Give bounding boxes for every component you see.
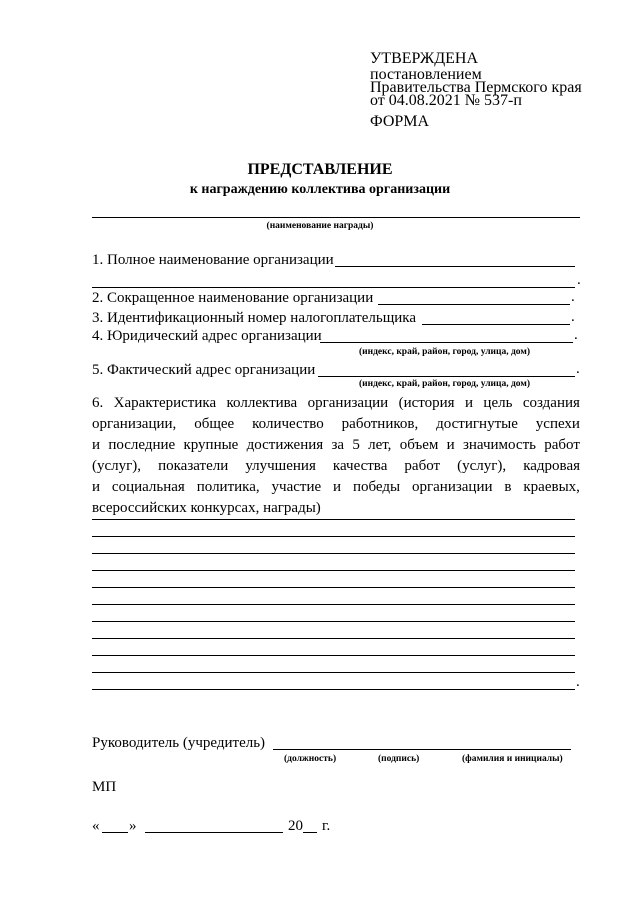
document-title: ПРЕДСТАВЛЕНИЕ [247, 161, 393, 178]
approved-heading: УТВЕРЖДЕНА [370, 50, 479, 67]
date-close-quote: » [129, 818, 137, 834]
government-line: Правительства Пермского края [370, 79, 582, 96]
approved-by-line: постановлением [370, 66, 482, 83]
field-inn-period: . [571, 309, 575, 325]
signature-label: Руководитель (учредитель) [92, 735, 266, 751]
characteristics-blank-line[interactable] [92, 570, 575, 571]
characteristics-blank-line[interactable] [92, 689, 575, 690]
characteristics-line-4: (услуг), показатели улучшения качества работ (услуг), кадровая [92, 458, 580, 474]
field-legal-address-line[interactable] [320, 342, 573, 343]
date-month-line[interactable] [145, 832, 283, 833]
date-year-suffix: г. [322, 818, 331, 834]
field-actual-address-caption: (индекс, край, район, город, улица, дом) [359, 379, 530, 389]
field-legal-address-period: . [574, 327, 578, 343]
field-characteristics-label [92, 393, 580, 519]
signature-name-caption: (фамилия и инициалы) [462, 754, 563, 764]
date-year-line[interactable] [303, 832, 317, 833]
field-actual-address-period: . [576, 361, 580, 377]
date-year-prefix: 20 [288, 818, 303, 834]
characteristics-blank-line[interactable] [92, 655, 575, 656]
decree-date-line: от 04.08.2021 № 537-п [370, 92, 522, 109]
stamp-label: МП [92, 779, 117, 795]
field-full-name-line-2[interactable] [92, 287, 575, 288]
characteristics-blank-line[interactable] [92, 638, 575, 639]
characteristics-blank-line[interactable] [92, 536, 575, 537]
award-name-caption: (наименование награды) [266, 221, 374, 231]
field-short-name-period: . [571, 289, 575, 305]
characteristics-blank-line[interactable] [92, 621, 575, 622]
field-full-name-label: 1. Полное наименование организации [92, 252, 334, 268]
field-legal-address-caption: (индекс, край, район, город, улица, дом) [359, 347, 530, 357]
field-short-name-line[interactable] [378, 304, 570, 305]
characteristics-line-1: 6. Характеристика коллектива организации (история и цель создания [92, 395, 580, 411]
signature-sign-caption: (подпись) [378, 754, 420, 764]
document-subtitle: к награждению коллектива организации [189, 182, 451, 197]
field-short-name-label: 2. Сокращенное наименование организации [92, 290, 374, 306]
signature-line[interactable] [273, 749, 571, 750]
characteristics-blank-line[interactable] [92, 519, 575, 520]
characteristics-line-6: всероссийских конкурсах, награды) [92, 500, 321, 516]
field-inn-label: 3. Идентификационный номер налогоплательщика [92, 310, 417, 326]
form-label: ФОРМА [370, 113, 430, 130]
field-full-name-line[interactable] [335, 266, 575, 267]
characteristics-line-3: и последние крупные достижения за 5 лет, объем и значимость работ [92, 437, 580, 453]
characteristics-blank-line[interactable] [92, 604, 575, 605]
characteristics-line-2: организации, общее количество работников, достигнутые успехи [92, 416, 580, 432]
characteristics-period: . [576, 674, 580, 690]
field-full-name-period: . [577, 272, 581, 288]
date-day-line[interactable] [102, 832, 128, 833]
date-open-quote: « [92, 818, 100, 834]
characteristics-blank-line[interactable] [92, 587, 575, 588]
field-actual-address-line[interactable] [318, 376, 575, 377]
characteristics-blank-line[interactable] [92, 553, 575, 554]
field-legal-address-label: 4. Юридический адрес организации [92, 328, 322, 344]
characteristics-line-5: и социальная политика, участие и победы организации в краевых, [92, 479, 580, 495]
characteristics-blank-line[interactable] [92, 672, 575, 673]
signature-position-caption: (должность) [284, 754, 337, 764]
award-name-line[interactable] [92, 217, 580, 218]
field-inn-line[interactable] [422, 324, 570, 325]
field-actual-address-label: 5. Фактический адрес организации [92, 362, 316, 378]
